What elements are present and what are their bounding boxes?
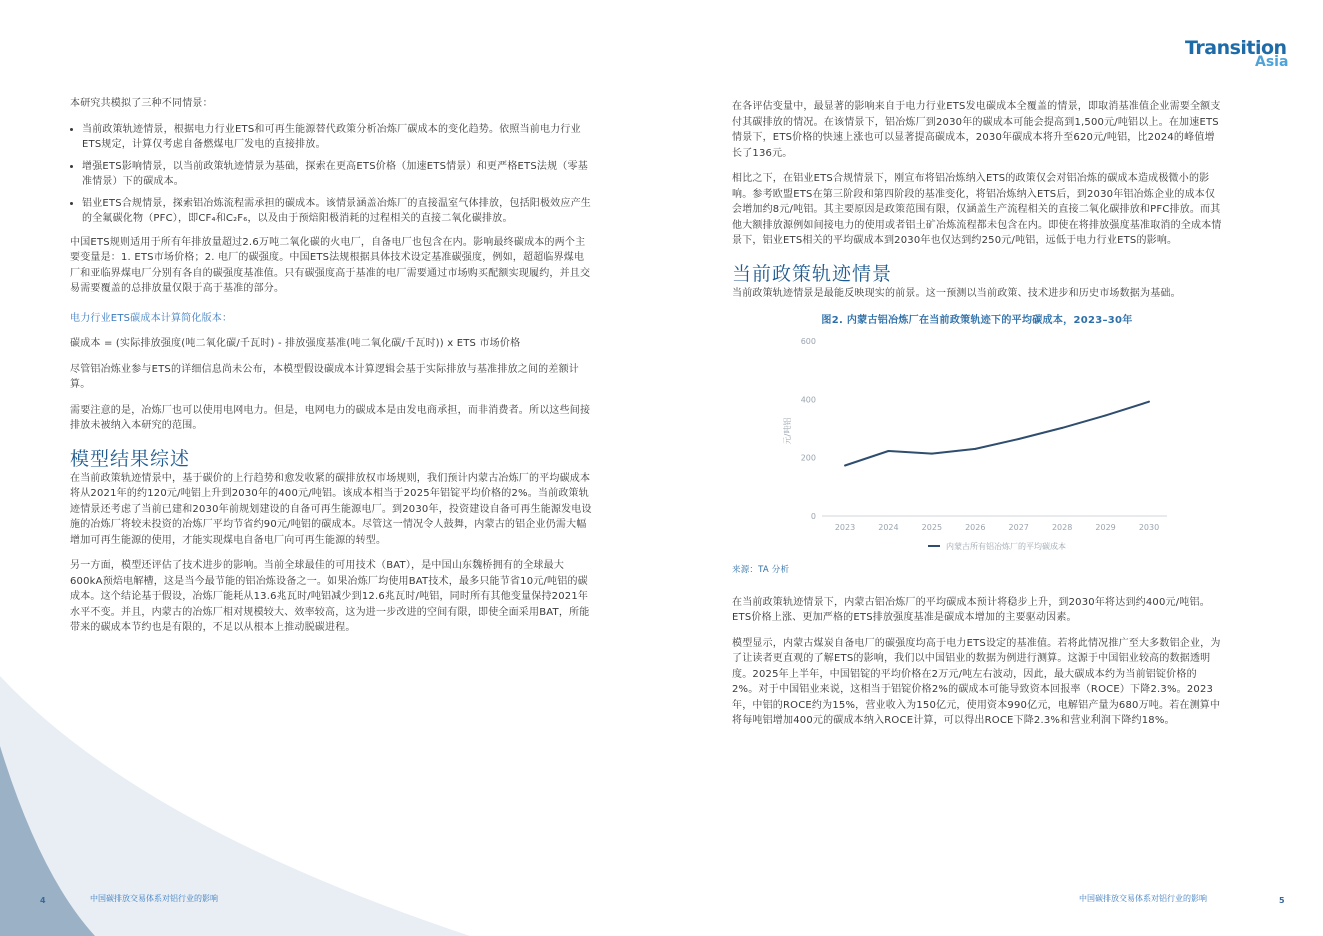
x-tick-label: 2028 bbox=[1051, 523, 1073, 532]
x-tick-label: 2027 bbox=[1008, 523, 1029, 532]
series-line bbox=[845, 402, 1149, 466]
right-column bbox=[732, 99, 1222, 739]
corner-decoration bbox=[0, 676, 470, 936]
legend-label: 内蒙古所有铝冶炼厂的平均碳成本 bbox=[946, 542, 1066, 551]
logo-text-asia: Asia bbox=[1255, 54, 1289, 70]
left-column bbox=[70, 96, 592, 646]
y-axis-label: 元/吨铝 bbox=[783, 417, 792, 445]
x-tick-label: 2023 bbox=[834, 523, 856, 532]
scenario-item: • 增强ETS影响情景，以当前政策轨迹情景为基础，探索在更高ETS价格（加速ETS情景）和更严格ETS法规（零基准情景）下的碳成本。 bbox=[82, 159, 592, 190]
data-point bbox=[974, 448, 976, 450]
logo-text-transition: Transition bbox=[1185, 37, 1287, 59]
data-point bbox=[1061, 427, 1063, 429]
scenario-list bbox=[70, 122, 592, 227]
footer-title-left: 中国碳排放交易体系对铝行业的影响 bbox=[90, 894, 218, 903]
data-point bbox=[1018, 438, 1020, 440]
roce-paragraph: 模型显示，内蒙古煤炭自备电厂的碳强度均高于电力ETS设定的基准值。若将此情况推广至大多数铝企业，为了让读者更直观的了解ETS的影响，我们以中国铝业的数据为例进行测算。这源于中国铝业较高的数据透明度。2025年上半年，中国铝锭的平均价格在2万元/吨左右波动，因此，最大碳成本约为当前铝锭价格的2%。对于中国铝业来说，这相当于铝锭价格2%的碳成本可能导致资本回报率（ROCE）下降2.3%。2023年，中铝的ROCE约为15%，营业收入为150亿元，使用资本990亿元，电解铝产量为680万吨。若在测算中将每吨铝增加400元的碳成本纳入ROCE计算，可以得出ROCE下降2.3%和营业利润下降约18%。 bbox=[732, 637, 1221, 726]
x-tick-label: 2025 bbox=[921, 523, 943, 532]
page-number-right: 5 bbox=[1279, 896, 1285, 905]
y-tick-label: 0 bbox=[810, 512, 816, 521]
results-paragraph: 在当前政策轨迹情景中，基于碳价的上行趋势和愈发收紧的碳排放权市场规则，我们预计内蒙古冶炼厂的平均碳成本将从2021年的约120元/吨铝上升到2030年的400元/吨铝。该成本相当于2025年铝锭平均价格的2%。当前政策轨迹情景还考虑了当前已建和2030年前规划建设的自备可再生能源电厂。到2030年，投资建设自备可再生能源发电设施的冶炼厂将较未投资的冶炼厂平均节省约90元/吨铝的碳成本。尽管这一情况令人鼓舞，内蒙古的铝企业仍需大幅增加可再生能源的使用，才能实现煤电自备电厂向可再生能源的转型。 bbox=[70, 472, 592, 546]
data-point bbox=[844, 465, 846, 467]
section-heading-current-policy: 当前政策轨迹情景 bbox=[732, 262, 893, 285]
x-tick-label: 2024 bbox=[878, 523, 899, 532]
x-tick-label: 2030 bbox=[1138, 523, 1160, 532]
section-heading-results: 模型结果综述 bbox=[70, 447, 191, 470]
chart-title: 图2. 内蒙古铝冶炼厂在当前政策轨迹下的平均碳成本，2023–30年 bbox=[821, 315, 1133, 326]
x-tick-label: 2026 bbox=[965, 523, 986, 532]
intro-text: 本研究共模拟了三种不同情景： bbox=[70, 98, 213, 109]
aluminium-ets-paragraph: 相比之下，在铝业ETS合规情景下，刚宣布将铝冶炼纳入ETS的政策仅会对铝冶炼的碳成本造成极微小的影响。参考欧盟ETS在第三阶段和第四阶段的基准变化，将铝冶炼纳入ETS后，到2030年铝冶炼企业的成本仅会增加约8元/吨铝。其主要原因是政策范围有限，仅涵盖生产流程相关的直接二氧化碳排放和PFC排放。而其他大额排放源例如间接电力的使用或者铝土矿冶炼流程都未包含在内。即使在将排放强度基准取消的全成本情景下，铝业ETS相关的平均碳成本到2030年也仅达到约250元/吨铝，远低于电力行业ETS的影响。 bbox=[732, 173, 1222, 246]
y-tick-label: 400 bbox=[800, 395, 816, 405]
carbon-cost-chart bbox=[732, 311, 1222, 561]
page-number-left: 4 bbox=[40, 896, 46, 905]
data-point bbox=[931, 453, 933, 455]
chart-svg bbox=[732, 311, 1222, 561]
scenario-item: • 当前政策轨迹情景，根据电力行业ETS和可再生能源替代政策分析冶炼厂碳成本的变化趋势。依照当前电力行业ETS规定，计算仅考虑自备燃煤电厂发电的直接排放。 bbox=[82, 122, 592, 153]
y-tick-label: 600 bbox=[800, 337, 816, 346]
data-point bbox=[1148, 401, 1150, 403]
scenario-item: • 铝业ETS合规情景，探索铝冶炼流程需承担的碳成本。该情景涵盖冶炼厂的直接温室气体排放，包括阳极效应产生的全氟碳化物（PFC），即CF₄和C₂F₆，以及由于预焙阳极消耗的过程相关的直接二氧化碳排放。 bbox=[82, 196, 592, 227]
x-tick-label: 2029 bbox=[1095, 523, 1116, 532]
bat-paragraph: 另一方面，模型还评估了技术进步的影响。当前全球最佳的可用技术（BAT），是中国山东魏桥拥有的全球最大600kA预焙电解槽，这是当今最节能的铝冶炼设备之一。如果冶炼厂均使用BAT技术，最多只能节省10元/吨铝的碳成本。这个结论基于假设，冶炼厂能耗从13.6兆瓦时/吨铝减少到12.6兆瓦时/吨铝，同时所有其他变量保持2021年水平不变。并且，内蒙古的冶炼厂相对规模较大、效率较高，这为进一步改进的空间有限，即使全面采用BAT，所能带来的碳成本节约也是有限的，不足以从根本上推动脱碳进程。 bbox=[70, 560, 590, 633]
data-point bbox=[887, 450, 889, 452]
assumption-paragraph: 尽管铝冶炼业参与ETS的详细信息尚未公布，本模型假设碳成本计算逻辑会基于实际排放与基准排放之间的差额计算。 bbox=[70, 363, 579, 390]
data-point bbox=[1105, 414, 1107, 416]
footer-title-right: 中国碳排放交易体系对铝行业的影响 bbox=[1079, 894, 1207, 903]
power-sector-paragraph: 在各评估变量中，最显著的影响来自于电力行业ETS发电碳成本全覆盖的情景，即取消基准值企业需要全额支付其碳排放的情况。在该情景下，铝冶炼厂到2030年的碳成本可能会提高到1,500元/吨铝以上。在加速ETS情景下，ETS价格的快速上涨也可以显著提高碳成本，2030年碳成本将升至620元/吨铝，比2024的峰值增长了136元。 bbox=[732, 101, 1221, 159]
chart-summary-paragraph: 在当前政策轨迹情景下，内蒙古铝冶炼厂的平均碳成本预计将稳步上升，到2030年将达到约400元/吨铝。ETS价格上涨、更加严格的ETS排放强度基准是碳成本增加的主要驱动因素。 bbox=[732, 596, 1210, 623]
chart-source: 来源：TA 分析 bbox=[732, 565, 790, 575]
grid-power-paragraph: 需要注意的是，冶炼厂也可以使用电网电力。但是，电网电力的碳成本是由发电商承担，而非消费者。所以这些间接排放未被纳入本研究的范围。 bbox=[70, 404, 591, 431]
ets-rules-paragraph: 中国ETS规则适用于所有年排放量超过2.6万吨二氧化碳的火电厂，自备电厂也包含在内。影响最终碳成本的两个主要变量是：1. ETS市场价格；2. 电厂的碳强度。中国ETS法规根据具体技术设定基准碳强度，例如，超超临界煤电厂和亚临界煤电厂分别有各自的碳强度基准值。只有碳强度高于基准的电厂需要通过市场购买配额实现履约，并且交易需要覆盖的总排放量仅限于高于基准的部分。 bbox=[70, 236, 591, 294]
transition-asia-logo bbox=[1185, 37, 1289, 73]
current-policy-intro: 当前政策轨迹情景是最能反映现实的前景。这一预测以当前政策、技术进步和历史市场数据为基础。 bbox=[732, 287, 1181, 299]
y-tick-label: 200 bbox=[800, 453, 816, 463]
formula-text: 碳成本 = (实际排放强度(吨二氧化碳/千瓦时) - 排放强度基准(吨二氧化碳/千瓦时)) x ETS 市场价格 bbox=[70, 338, 521, 349]
formula-title: 电力行业ETS碳成本计算简化版本： bbox=[70, 312, 233, 324]
